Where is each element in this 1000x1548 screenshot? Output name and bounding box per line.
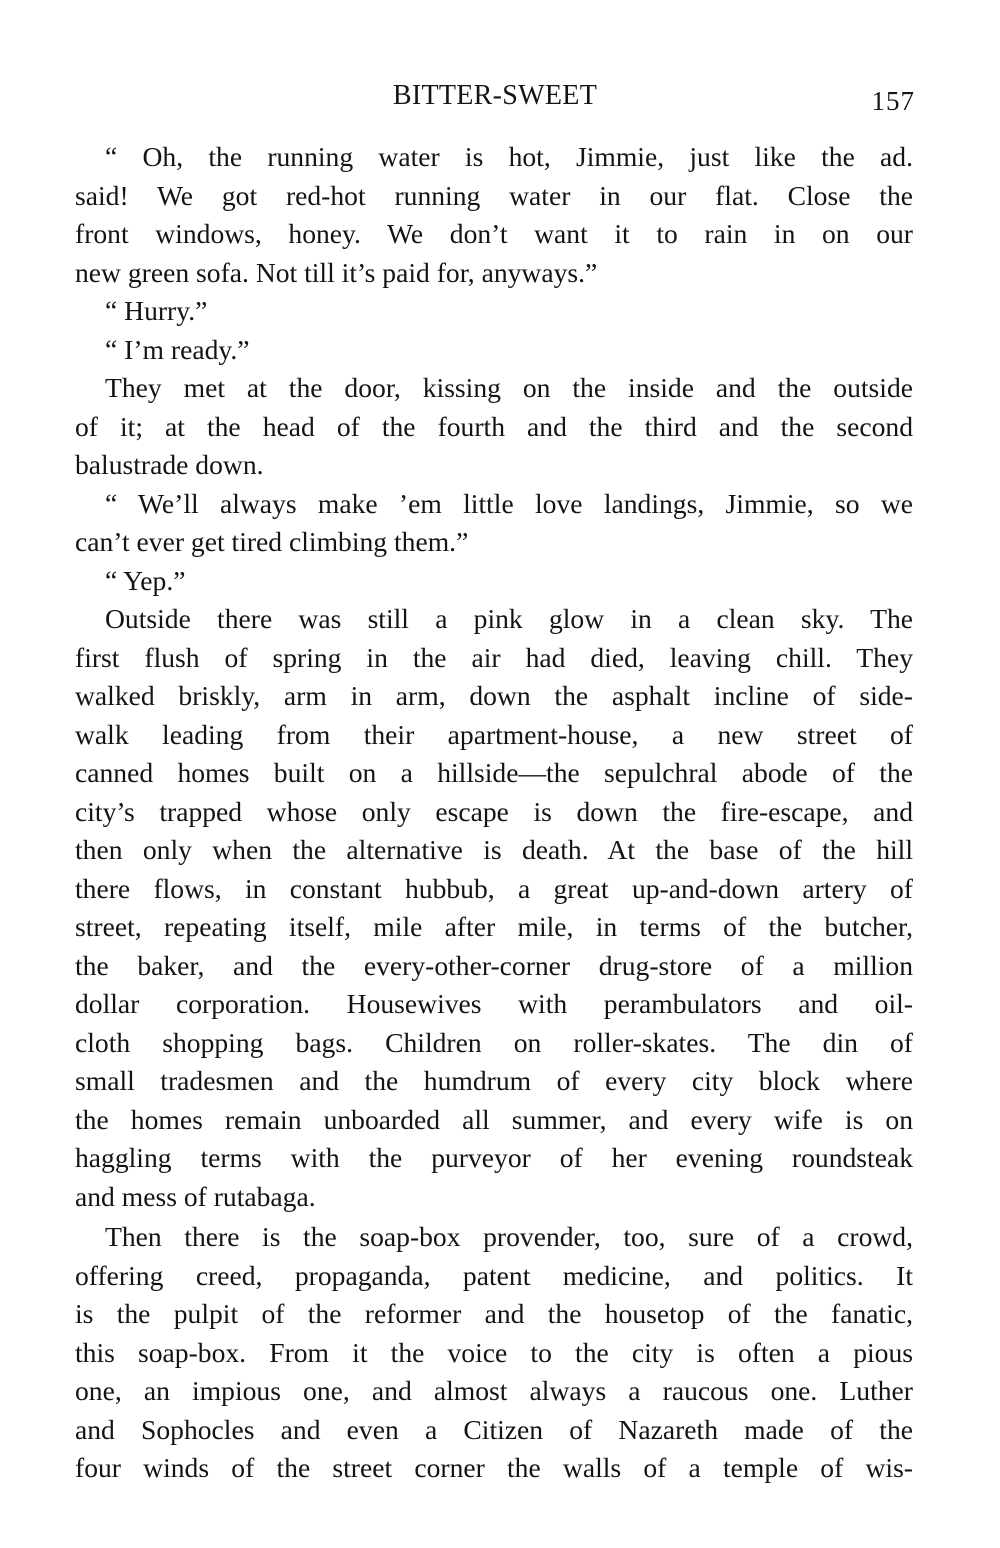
text-line: canned homes built on a hillside—the sepulchral abode of the [75,757,913,788]
text-line: street, repeating itself, mile after mile, in terms of the butcher, [75,911,913,942]
text-line: of it; at the head of the fourth and the third and the second [75,410,913,442]
text-line: dollar corporation. Housewives with perambulators and oil- [75,988,913,1019]
text-line: walk leading from their apartment-house, a new street of [75,718,913,750]
text-line: “ Hurry.” [105,295,208,326]
text-line: front windows, honey. We don’t want it to rain in on our [75,218,913,249]
body-text [75,138,913,1488]
running-title: BITTER-SWEET [392,80,598,111]
text-line: there flows, in constant hubbub, a great up-and-down artery of [75,872,913,904]
text-line: balustrade down. [75,449,264,480]
text-line: and Sophocles and even a Citizen of Nazareth made of the [75,1413,913,1445]
text-line: cloth shopping bags. Children on roller-skates. The din of [75,1026,913,1058]
text-line: small tradesmen and the humdrum of every city block where [75,1065,913,1096]
text-line: “ Oh, the running water is hot, Jimmie, just like the ad. [105,141,913,172]
text-line: walked briskly, arm in arm, down the asphalt incline of side- [75,680,913,711]
text-line: one, an impious one, and almost always a raucous one. Luther [75,1375,913,1406]
text-line: new green sofa. Not till it’s paid for, anyways.” [75,256,598,288]
text-line: the baker, and the every-other-corner drug-store of a million [75,949,913,981]
text-line: is the pulpit of the reformer and the housetop of the fanatic, [75,1298,913,1329]
text-line: the homes remain unboarded all summer, and every wife is on [75,1103,913,1135]
text-line: They met at the door, kissing on the inside and the outside [105,372,913,403]
text-line: haggling terms with the purveyor of her evening roundsteak [75,1142,913,1173]
text-line: “ We’ll always make ’em little love landings, Jimmie, so we [105,487,913,519]
text-line: city’s trapped whose only escape is down the fire-escape, and [75,795,913,827]
text-line: first flush of spring in the air had died, leaving chill. They [75,641,913,673]
text-line: offering creed, propaganda, patent medicine, and politics. It [75,1259,913,1291]
text-line: this soap-box. From it the voice to the city is often a pious [75,1336,913,1368]
text-line: can’t ever get tired climbing them.” [75,526,469,557]
text-line: Then there is the soap-box provender, too, sure of a crowd, [105,1221,913,1252]
text-line: and mess of rutabaga. [75,1180,316,1212]
text-line: “ I’m ready.” [105,333,250,365]
page-header [75,80,915,120]
text-line: “ Yep.” [105,564,186,596]
page-number: 157 [871,86,915,116]
text-line: said! We got red-hot running water in our flat. Close the [75,179,913,211]
text-line: four winds of the street corner the walls of a temple of wis- [75,1452,913,1483]
text-line: then only when the alternative is death. At the base of the hill [75,834,913,865]
text-line: Outside there was still a pink glow in a clean sky. The [105,603,913,634]
